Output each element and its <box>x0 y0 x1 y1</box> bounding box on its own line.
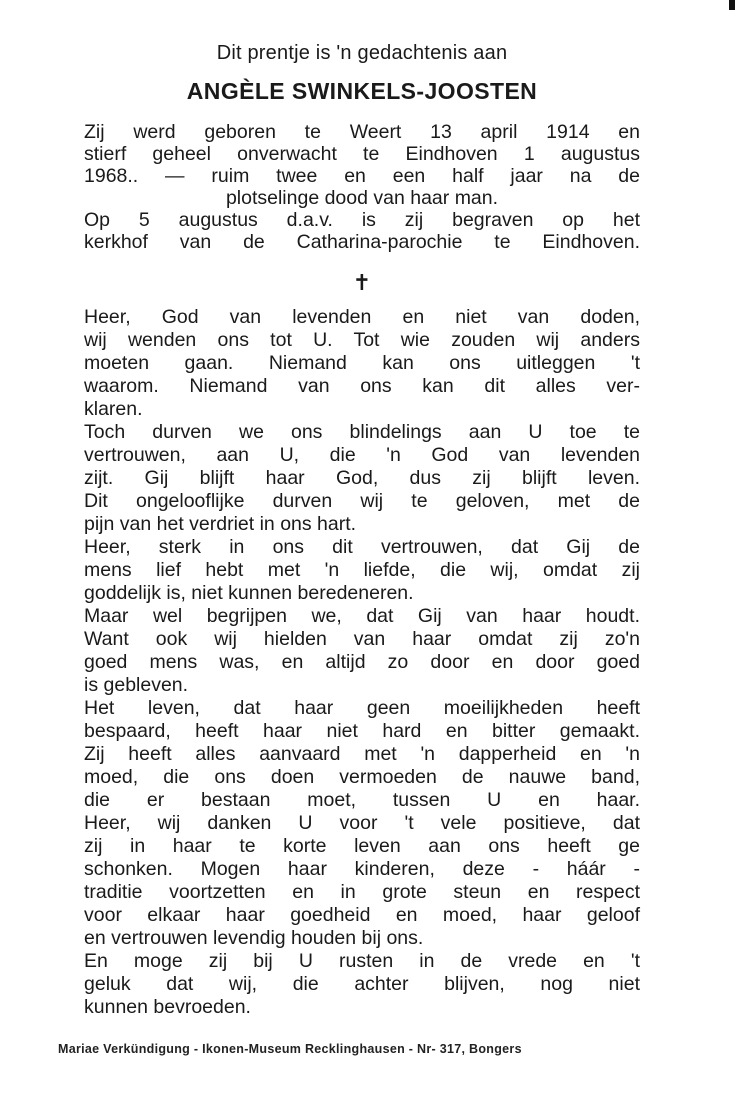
intro-line: Dit prentje is 'n gedachtenis aan <box>216 42 508 64</box>
prayer-line: traditie voortzetten en in grote steun en respect <box>84 881 640 903</box>
prayer-line: klaren. <box>84 398 143 420</box>
prayer-line: is gebleven. <box>84 674 189 696</box>
bio-line: stierf geheel onverwacht te Eindhoven 1 augustus <box>84 143 640 165</box>
prayer-line: bespaard, heeft haar niet hard en bitter gemaakt. <box>84 720 640 742</box>
bio-line: Zij werd geboren te Weert 13 april 1914 en <box>84 121 640 143</box>
memorial-card <box>84 0 640 1096</box>
bio-line: kerkhof van de Catharina-parochie te Eindhoven. <box>84 231 640 253</box>
prayer-line: Heer, wij danken U voor 't vele positieve, dat <box>84 812 640 834</box>
prayer-line: schonken. Mogen haar kinderen, deze - háár - <box>84 858 640 880</box>
cross-icon: ✝ <box>352 270 372 295</box>
prayer-line: voor elkaar haar goedheid en moed, haar geloof <box>84 904 640 926</box>
bio-line: Op 5 augustus d.a.v. is zij begraven op het <box>84 209 640 231</box>
prayer-line: wij wenden ons tot U. Tot wie zouden wij anders <box>84 329 640 351</box>
prayer-line: Maar wel begrijpen we, dat Gij van haar houdt. <box>84 605 640 627</box>
prayer-line: goed mens was, en altijd zo door en door goed <box>84 651 640 673</box>
bio-line: plotselinge dood van haar man. <box>225 187 499 209</box>
bio-line: 1968.. — ruim twee en een half jaar na de <box>84 165 640 187</box>
prayer-line: goddelijk is, niet kunnen beredeneren. <box>84 582 414 604</box>
prayer-line: moeten gaan. Niemand kan ons uitleggen 't <box>84 352 640 374</box>
prayer-line: Zij heeft alles aanvaard met 'n dapperheid en 'n <box>84 743 640 765</box>
prayer-line: pijn van het verdriet in ons hart. <box>84 513 357 535</box>
prayer-line: geluk dat wij, die achter blijven, nog niet <box>84 973 640 995</box>
prayer-line: waarom. Niemand van ons kan dit alles ver- <box>84 375 640 397</box>
prayer-line: moed, die ons doen vermoeden de nauwe band, <box>84 766 640 788</box>
prayer-line: die er bestaan moet, tussen U en haar. <box>84 789 640 811</box>
prayer-line: zij in haar te korte leven aan ons heeft ge <box>84 835 640 857</box>
prayer-line: Toch durven we ons blindelings aan U toe te <box>84 421 640 443</box>
prayer-line: mens lief hebt met 'n liefde, die wij, omdat zij <box>84 559 640 581</box>
corner-mark <box>729 0 735 10</box>
biography <box>84 121 640 253</box>
prayer-line: Want ook wij hielden van haar omdat zij zo'n <box>84 628 640 650</box>
prayer-line: Heer, sterk in ons dit vertrouwen, dat Gij de <box>84 536 640 558</box>
prayer-line: zijt. Gij blijft haar God, dus zij blijft leven. <box>84 467 640 489</box>
prayer-line: Het leven, dat haar geen moeilijkheden heeft <box>84 697 640 719</box>
printer-footer: Mariae Verkündigung - Ikonen-Museum Recklinghausen - Nr- 317, Bongers <box>58 1042 522 1056</box>
prayer-line: en vertrouwen levendig houden bij ons. <box>84 927 424 949</box>
prayer-line: Heer, God van levenden en niet van doden, <box>84 306 640 328</box>
prayer-line: vertrouwen, aan U, die 'n God van levenden <box>84 444 640 466</box>
deceased-name: ANGÈLE SWINKELS-JOOSTEN <box>186 78 538 104</box>
prayer-text <box>84 306 640 1019</box>
prayer-line: kunnen bevroeden. <box>84 996 251 1018</box>
prayer-line: Dit ongelooflijke durven wij te geloven, met de <box>84 490 640 512</box>
prayer-line: En moge zij bij U rusten in de vrede en 't <box>84 950 640 972</box>
